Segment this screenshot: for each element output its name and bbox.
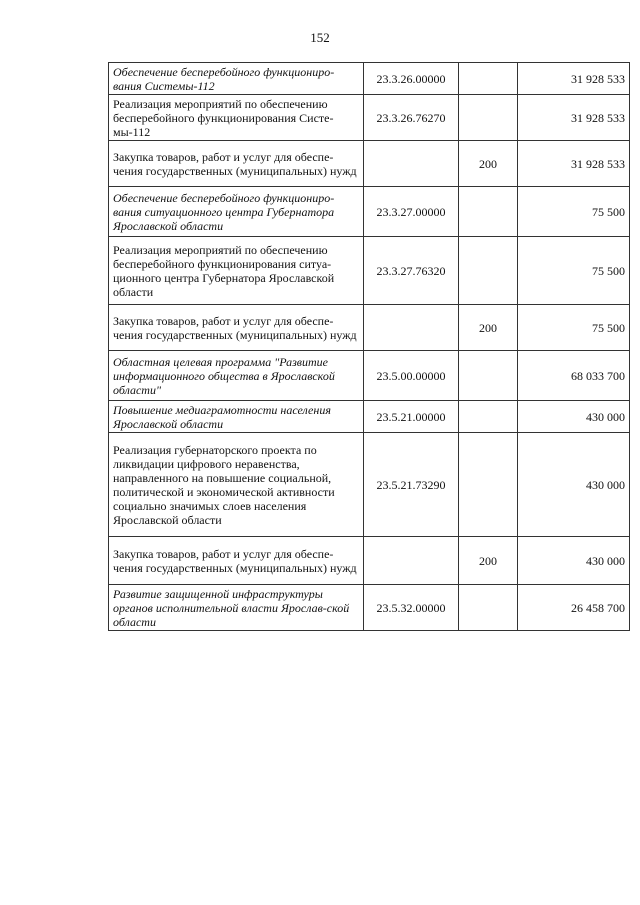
- amount-cell: 430 000: [518, 537, 630, 585]
- table-row: [109, 95, 630, 141]
- target-code-cell: 23.3.27.76320: [364, 237, 459, 305]
- target-code-cell: 23.3.26.76270: [364, 95, 459, 141]
- expense-type-cell: [459, 401, 518, 433]
- budget-table-body: [109, 63, 630, 631]
- item-name-cell: Закупка товаров, работ и услуг для обеспе-чения государственных (муниципальных) нужд: [109, 141, 364, 187]
- table-row: [109, 63, 630, 95]
- table-row: [109, 237, 630, 305]
- table-row: [109, 585, 630, 631]
- amount-cell: 31 928 533: [518, 95, 630, 141]
- item-name-cell: Обеспечение бесперебойного функциониро-вания Системы-112: [109, 63, 364, 95]
- target-code-cell: 23.5.00.00000: [364, 351, 459, 401]
- target-code-cell: [364, 305, 459, 351]
- expense-type-cell: 200: [459, 537, 518, 585]
- table-row: [109, 351, 630, 401]
- table-row: [109, 141, 630, 187]
- expense-type-cell: 200: [459, 305, 518, 351]
- item-name-cell: Закупка товаров, работ и услуг для обеспе-чения государственных (муниципальных) нужд: [109, 305, 364, 351]
- amount-cell: 430 000: [518, 401, 630, 433]
- item-name-cell: Областная целевая программа "Развитие информационного общества в Ярославской области": [109, 351, 364, 401]
- target-code-cell: 23.5.21.00000: [364, 401, 459, 433]
- amount-cell: 26 458 700: [518, 585, 630, 631]
- table-row: [109, 187, 630, 237]
- table-row: [109, 433, 630, 537]
- table-row: [109, 305, 630, 351]
- target-code-cell: [364, 141, 459, 187]
- expense-type-cell: [459, 63, 518, 95]
- amount-cell: 75 500: [518, 237, 630, 305]
- expense-type-cell: [459, 433, 518, 537]
- expense-type-cell: [459, 187, 518, 237]
- item-name-cell: Повышение медиаграмотности населения Ярославской области: [109, 401, 364, 433]
- table-row: [109, 401, 630, 433]
- item-name-cell: Обеспечение бесперебойного функциониро-вания ситуационного центра Губернатора Ярославской области: [109, 187, 364, 237]
- amount-cell: 31 928 533: [518, 63, 630, 95]
- amount-cell: 75 500: [518, 305, 630, 351]
- table-row: [109, 537, 630, 585]
- item-name-cell: Реализация мероприятий по обеспечению бесперебойного функционирования Систе-мы-112: [109, 95, 364, 141]
- expense-type-cell: 200: [459, 141, 518, 187]
- expense-type-cell: [459, 237, 518, 305]
- item-name-cell: Развитие защищенной инфраструктуры органов исполнительной власти Ярослав-ской области: [109, 585, 364, 631]
- amount-cell: 68 033 700: [518, 351, 630, 401]
- item-name-cell: Реализация губернаторского проекта по ликвидации цифрового неравенства, направленного на повышение социальной, политической и экономической активности социально значимых слоев населения Ярославской области: [109, 433, 364, 537]
- amount-cell: 430 000: [518, 433, 630, 537]
- amount-cell: 31 928 533: [518, 141, 630, 187]
- target-code-cell: 23.5.21.73290: [364, 433, 459, 537]
- expense-type-cell: [459, 351, 518, 401]
- item-name-cell: Закупка товаров, работ и услуг для обеспе-чения государственных (муниципальных) нужд: [109, 537, 364, 585]
- target-code-cell: 23.3.27.00000: [364, 187, 459, 237]
- item-name-cell: Реализация мероприятий по обеспечению бесперебойного функционирования ситуа-ционного центра Губернатора Ярославской области: [109, 237, 364, 305]
- target-code-cell: [364, 537, 459, 585]
- amount-cell: 75 500: [518, 187, 630, 237]
- expense-type-cell: [459, 585, 518, 631]
- target-code-cell: 23.3.26.00000: [364, 63, 459, 95]
- budget-table: [108, 62, 630, 631]
- target-code-cell: 23.5.32.00000: [364, 585, 459, 631]
- page-number: 152: [310, 30, 330, 45]
- expense-type-cell: [459, 95, 518, 141]
